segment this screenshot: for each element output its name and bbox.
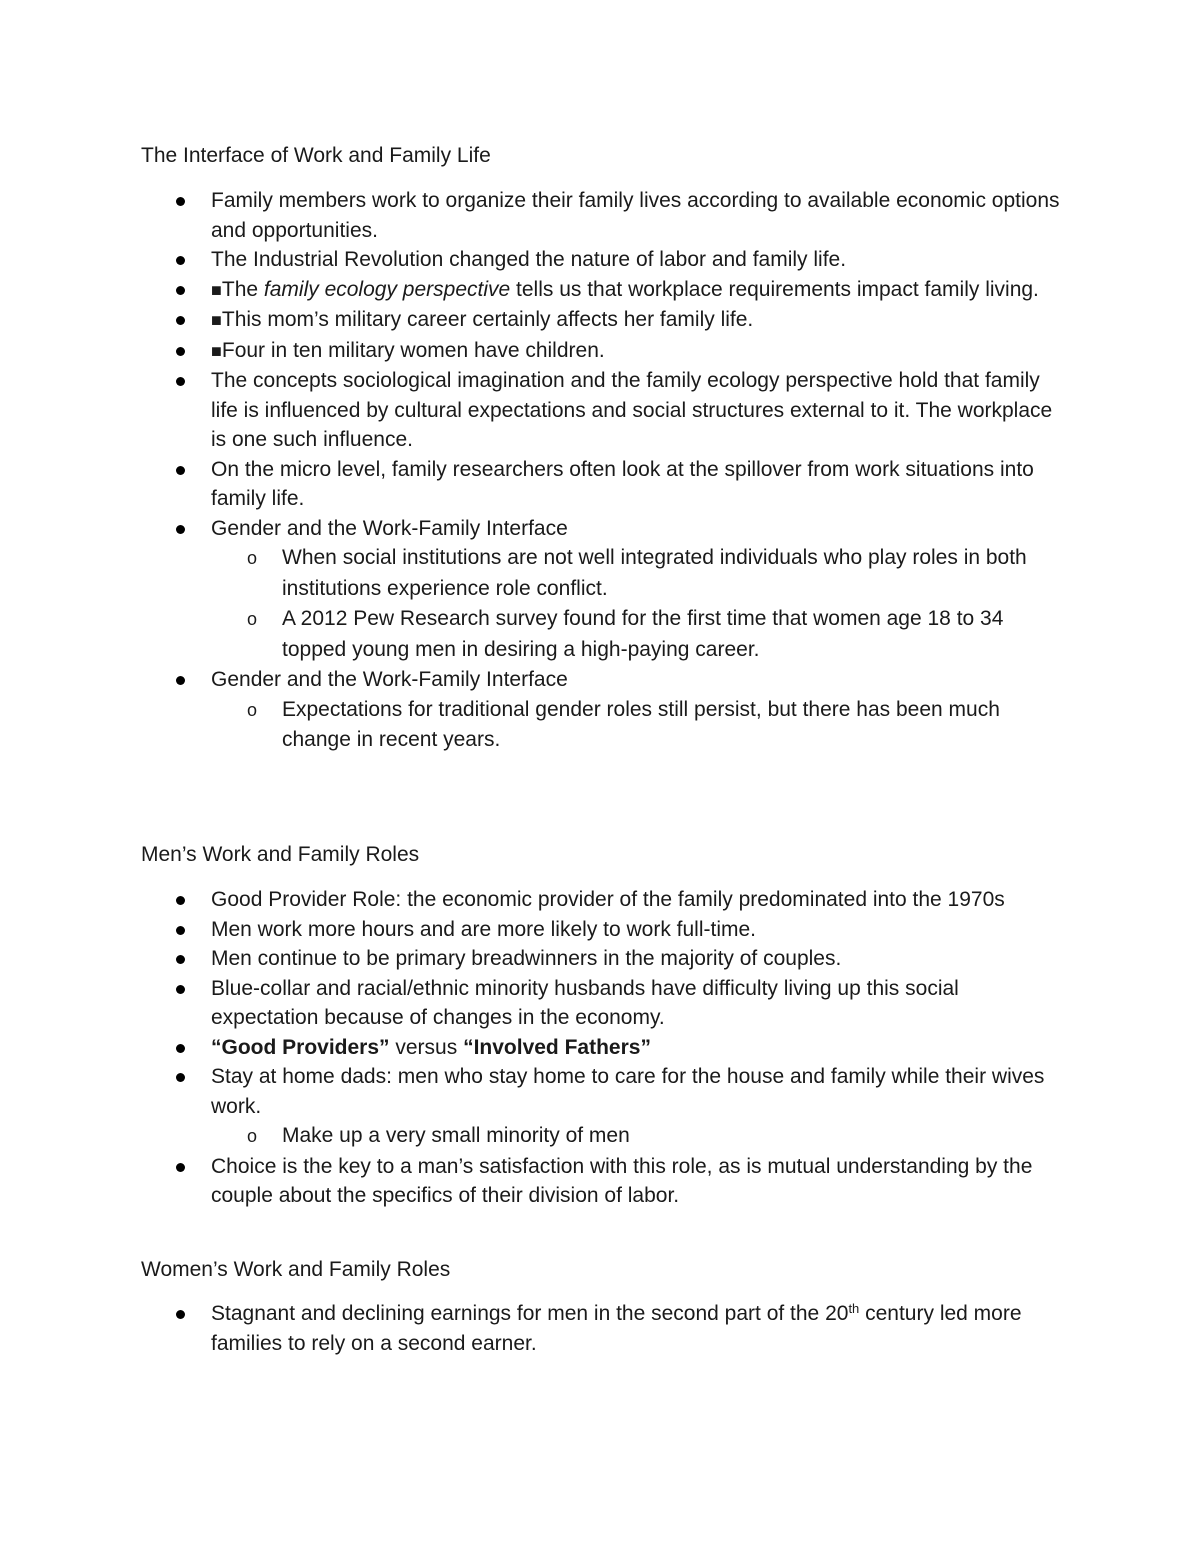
bullet-icon — [176, 466, 185, 475]
list-item: Good Provider Role: the economic provider of the family predominated into the 1970s — [0, 885, 1200, 915]
list-item: The concepts sociological imagination and the family ecology perspective hold that family life is influenced by cultural expectations and social structures external to it. The workplace is one such influence. — [0, 366, 1200, 455]
list-item: “Good Providers” versus “Involved Fathers” — [0, 1033, 1200, 1063]
sub-list — [211, 1121, 1070, 1152]
sub-list-item: o When social institutions are not well integrated individuals who play roles in both institutions experience role conflict. — [211, 543, 1070, 604]
bullet-icon — [176, 256, 185, 265]
bullet-icon — [176, 955, 185, 964]
sub-list-item: o Make up a very small minority of men — [211, 1121, 1070, 1152]
bullet-icon — [176, 676, 185, 685]
bullet-icon — [176, 377, 185, 386]
list-item: ■Four in ten military women have children. — [0, 336, 1200, 367]
bullet-icon — [176, 1163, 185, 1172]
bullet-icon — [176, 1044, 185, 1053]
section-heading-womens-roles: Women’s Work and Family Roles — [141, 1258, 451, 1281]
section-heading-mens-roles: Men’s Work and Family Roles — [141, 843, 420, 866]
sub-list-item: o Expectations for traditional gender roles still persist, but there has been much change in recent years. — [211, 695, 1070, 756]
bullet-list-womens-roles — [0, 1299, 1200, 1358]
square-glyph: ■ — [211, 279, 222, 300]
bullet-icon — [176, 286, 185, 295]
bullet-icon — [176, 525, 185, 534]
list-item: Gender and the Work-Family Interface o Expectations for traditional gender roles still persist, but there has been much change in recent years. — [0, 665, 1200, 756]
list-item: Men continue to be primary breadwinners in the majority of couples. — [0, 944, 1200, 974]
list-item: Blue-collar and racial/ethnic minority husbands have difficulty living up this social expectation because of changes in the economy. — [0, 974, 1200, 1033]
list-item: The Industrial Revolution changed the nature of labor and family life. — [0, 245, 1200, 275]
sub-bullet-icon: o — [247, 699, 258, 720]
sub-bullet-icon: o — [247, 548, 258, 568]
sub-bullet-icon: o — [247, 609, 258, 629]
bullet-icon — [176, 1073, 185, 1082]
bullet-list-mens-roles — [0, 885, 1200, 1211]
sub-list-item: o A 2012 Pew Research survey found for the first time that women age 18 to 34 topped young men in desiring a high-paying career. — [211, 604, 1070, 665]
list-item: Choice is the key to a man’s satisfaction with this role, as is mutual understanding by the couple about the specifics of their division of labor. — [0, 1152, 1200, 1211]
bullet-icon — [176, 316, 185, 325]
list-item: Family members work to organize their family lives according to available economic options and opportunities. — [0, 186, 1200, 245]
list-item: Stagnant and declining earnings for men in the second part of the 20th century led more families to rely on a second earner. — [0, 1299, 1200, 1358]
list-item: Men work more hours and are more likely to work full-time. — [0, 915, 1200, 945]
bullet-icon — [176, 985, 185, 994]
list-item: ■The family ecology perspective tells us that workplace requirements impact family living. — [0, 275, 1200, 306]
sub-list — [211, 543, 1070, 665]
square-glyph: ■ — [211, 310, 222, 330]
list-item: Stay at home dads: men who stay home to care for the house and family while their wives work. o Make up a very small minority of men — [0, 1062, 1200, 1152]
bullet-icon — [176, 197, 185, 206]
bullet-icon — [176, 926, 185, 935]
list-item: On the micro level, family researchers often look at the spillover from work situations into family life. — [0, 455, 1200, 514]
list-item: Gender and the Work-Family Interface o When social institutions are not well integrated individuals who play roles in both institutions experience role conflict. o A 2012 Pew Research survey found for the first time that women age 18 to 34 topped young men in desiring a high-paying career. — [0, 514, 1200, 666]
bullet-icon — [176, 896, 185, 905]
bullet-icon — [176, 347, 185, 356]
sub-list — [211, 695, 1070, 756]
bullet-icon — [176, 1310, 185, 1319]
bullet-list-work-family-interface — [0, 186, 1200, 756]
square-glyph: ■ — [211, 340, 222, 361]
section-heading-work-family-interface: The Interface of Work and Family Life — [141, 144, 491, 167]
sub-bullet-icon: o — [247, 1126, 258, 1146]
list-item: ■This mom’s military career certainly affects her family life. — [0, 305, 1200, 336]
